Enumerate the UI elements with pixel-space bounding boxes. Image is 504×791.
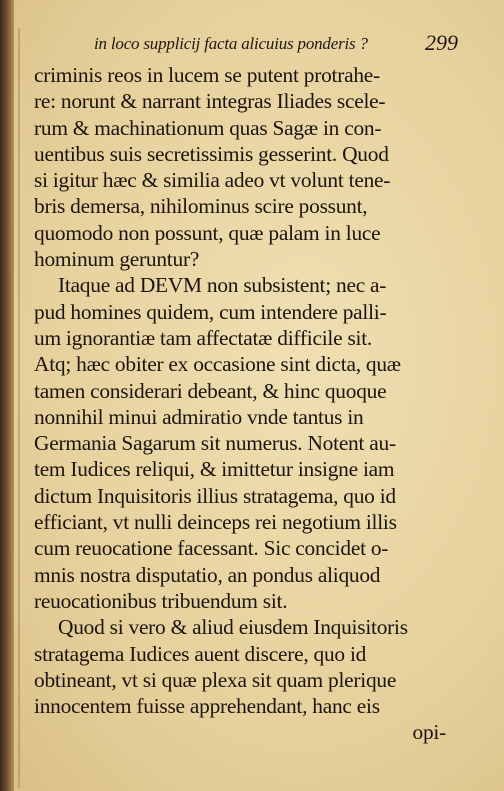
paragraph-start-line: Itaque ad DEVM non subsistent; nec a- [58,273,387,298]
catchword: opi- [412,720,446,745]
text-line: Atq; hæc obiter ex occasione sint dicta, quæ [34,352,401,377]
running-head: in loco supplicij facta alicuius ponderis ? [94,34,368,53]
text-line: cum reuocatione facessant. Sic concidet o- [34,536,389,561]
page-header [80,30,460,60]
text-line: um ignorantiæ tam affectatæ difficile sit. [34,325,373,350]
text-line: si igitur hæc & similia adeo vt volunt tene- [34,168,391,193]
text-line: Germania Sagarum sit numerus. Notent au- [34,431,396,456]
text-line: pud homines quidem, cum intendere palli- [34,299,387,324]
text-line: tem Iudices reliqui, & imittetur insigne iam [34,457,395,482]
text-line: hominum geruntur? [34,247,200,272]
text-line: bris demersa, nihilominus scire possunt, [34,194,368,219]
text-line: uentibus suis secretissimis gesserint. Quod [34,141,389,166]
text-line: innocentem fuisse apprehendant, hanc eis [34,694,380,719]
paragraph-start-line: Quod si vero & aliud eiusdem Inquisitoris [58,615,408,640]
text-line: efficiant, vt nulli deinceps rei negotium illis [34,510,397,535]
text-line: rum & machinationum quas Sagæ in con- [34,115,382,140]
page-number: 299 [425,30,458,55]
text-line: quomodo non possunt, quæ palam in luce [34,220,381,245]
text-block [34,62,446,746]
text-line: stratagema Iudices auent discere, quo id [34,641,367,666]
text-line: tamen considerari debeant, & hinc quoque [34,378,387,403]
text-line: dictum Inquisitoris illius stratagema, quo id [34,483,396,508]
text-line: obtineant, vt si quæ plexa sit quam plerique [34,667,397,692]
text-line: reuocationibus tribuendum sit. [34,588,288,613]
book-binding [0,0,14,791]
text-line: re: norunt & narrant integras Iliades scele- [34,89,386,114]
gutter-shadow [18,28,20,788]
text-line: mnis nostra disputatio, an pondus aliquod [34,562,381,587]
text-line: nonnihil minui admiratio vnde tantus in [34,404,364,429]
text-line: criminis reos in lucem se putent protrahe- [34,63,380,87]
